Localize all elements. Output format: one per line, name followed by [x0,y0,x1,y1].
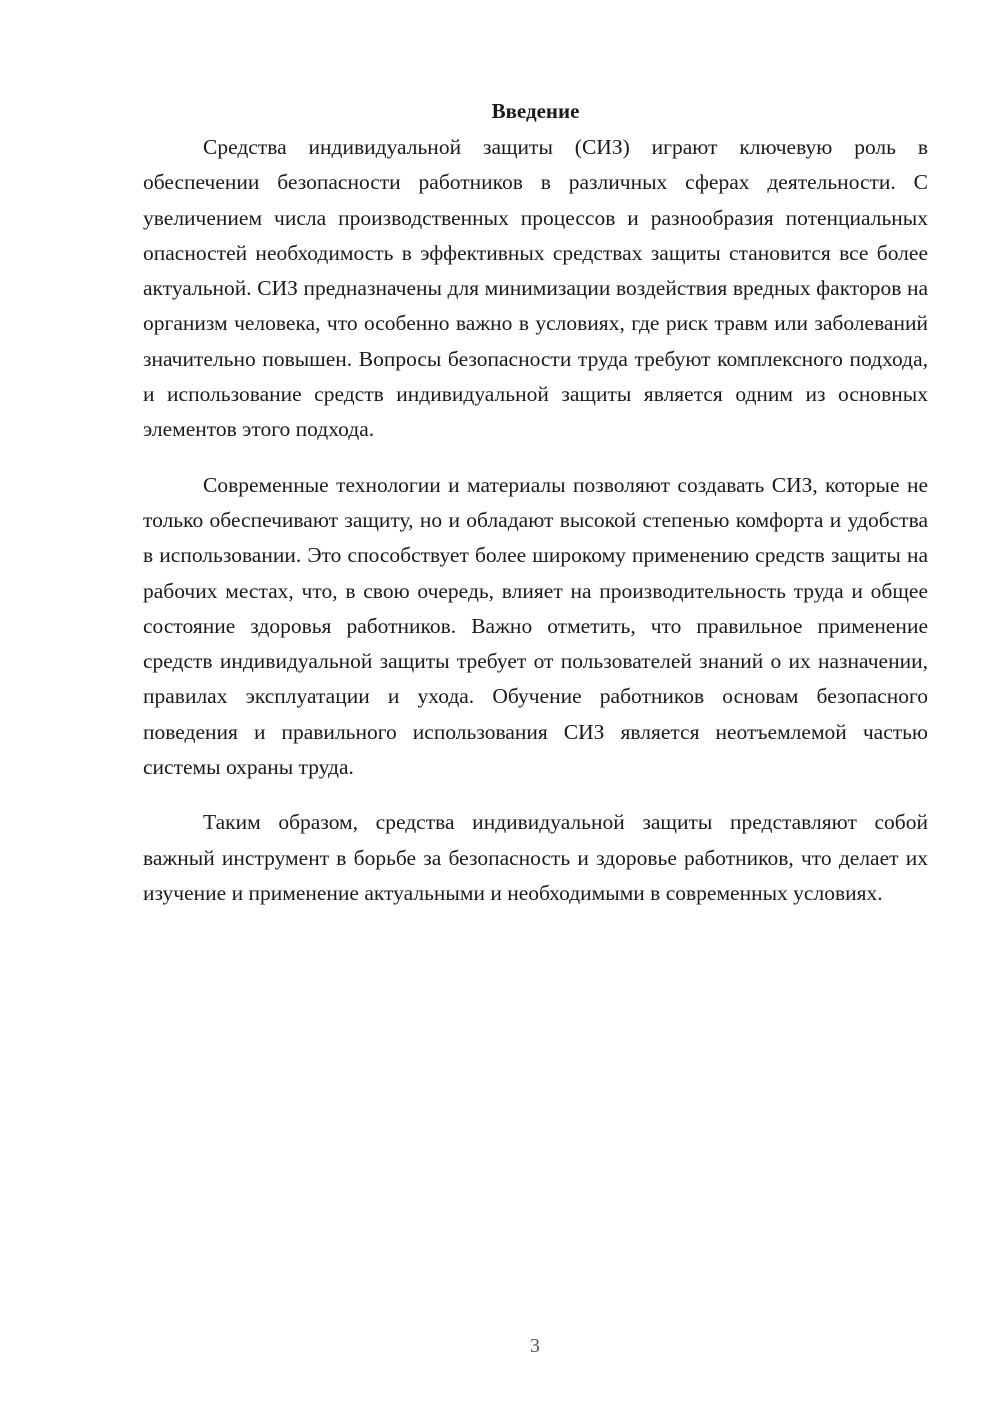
paragraph-2: Современные технологии и материалы позволяют создавать СИЗ, которые не только обеспечивают защиту, но и обладают высокой степенью комфорта и удобства в использовании. Это способствует более широкому применению средств защиты на рабочих местах, что, в свою очередь, влияет на производительность труда и общее состояние здоровья работников. Важно отметить, что правильное применение средств индивидуальной защиты требует от пользователей знаний о их назначении, правилах эксплуатации и ухода. Обучение работников основам безопасного поведения и правильного использования СИЗ является неотъемлемой частью системы охраны труда. [143,472,928,780]
paragraph-1: Средства индивидуальной защиты (СИЗ) играют ключевую роль в обеспечении безопасности работников в различных сферах деятельности. С увеличением числа производственных процессов и разнообразия потенциальных опасностей необходимость в эффективных средствах защиты становится все более актуальной. СИЗ предназначены для минимизации воздействия вредных факторов на организм человека, что особенно важно в условиях, где риск травм или заболеваний значительно повышен. Вопросы безопасности труда требуют комплексного подхода, и использование средств индивидуальной защиты является одним из основных элементов этого подхода. [143,135,928,442]
paragraph-3: Таким образом, средства индивидуальной защиты представляют собой важный инструмент в борьбе за безопасность и здоровье работников, что делает их изучение и применение актуальными и необходимыми в современных условиях. [143,810,928,905]
page-number: 3 [530,1335,540,1357]
page-content [143,96,928,911]
section-title: Введение [491,99,580,123]
